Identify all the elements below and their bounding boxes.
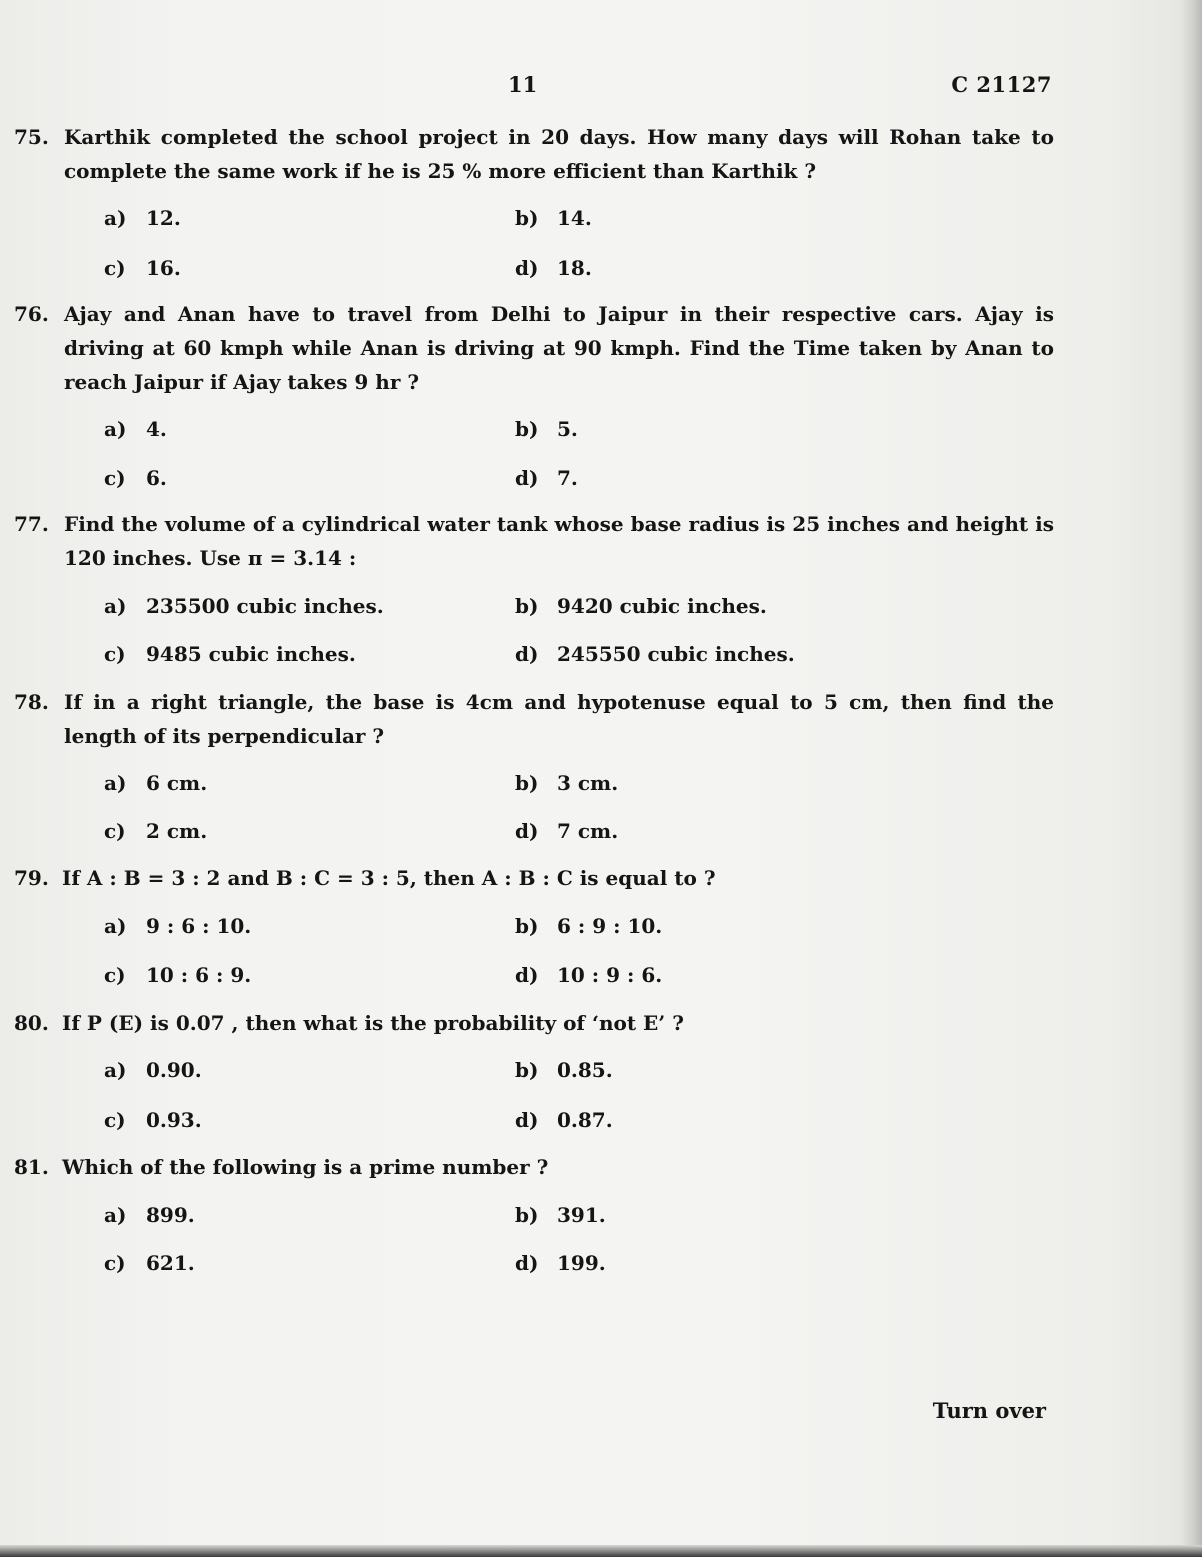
question-number: 81. <box>14 1155 49 1179</box>
option-d: d) 7. <box>515 466 578 490</box>
option-c: c) 6. <box>104 466 167 490</box>
option-b: b) 3 cm. <box>515 771 619 795</box>
option-a: a) 12. <box>104 206 181 230</box>
option-c: c) 9485 cubic inches. <box>104 642 356 666</box>
question-text: Find the volume of a cylindrical water tank whose base radius is 25 inches and height is 120 inches. Use π = 3.14 : <box>64 512 1054 570</box>
option-b: b) 6 : 9 : 10. <box>515 914 663 938</box>
option-c: c) 10 : 6 : 9. <box>104 963 252 987</box>
option-b: b) 5. <box>515 417 578 441</box>
option-a: a) 6 cm. <box>104 771 208 795</box>
question-text: If A : B = 3 : 2 and B : C = 3 : 5, then A : B : C is equal to ? <box>62 866 716 890</box>
option-a: a) 899. <box>104 1203 195 1227</box>
option-b: b) 0.85. <box>515 1058 613 1082</box>
question-number: 80. <box>14 1011 49 1035</box>
page-bottom-edge <box>0 1545 1202 1557</box>
turn-over-label: Turn over <box>932 1398 1046 1423</box>
question-number: 79. <box>14 866 49 890</box>
option-b: b) 391. <box>515 1203 606 1227</box>
option-a: a) 9 : 6 : 10. <box>104 914 252 938</box>
option-c: c) 2 cm. <box>104 819 208 843</box>
question-number: 78. <box>14 690 49 714</box>
option-a: a) 4. <box>104 417 167 441</box>
question-text: Karthik completed the school project in 20 days. How many days will Rohan take to complete the same work if he is 25 % more efficient than Karthik ? <box>64 125 1054 183</box>
question-text: Ajay and Anan have to travel from Delhi to Jaipur in their respective cars. Ajay is driving at 60 kmph while Anan is driving at 90 kmph. Find the Time taken by Anan to reach Jaipur if Ajay takes 9 hr ? <box>64 302 1054 394</box>
question-number: 75. <box>14 125 49 149</box>
option-c: c) 621. <box>104 1251 195 1275</box>
option-c: c) 0.93. <box>104 1108 202 1132</box>
option-d: d) 18. <box>515 256 592 280</box>
option-d: d) 10 : 9 : 6. <box>515 963 663 987</box>
option-b: b) 14. <box>515 206 592 230</box>
option-b: b) 9420 cubic inches. <box>515 594 767 618</box>
option-d: d) 245550 cubic inches. <box>515 642 795 666</box>
option-d: d) 199. <box>515 1251 606 1275</box>
page-edge-shadow <box>1180 0 1202 1557</box>
paper-code: C 21127 <box>951 72 1052 97</box>
question-number: 77. <box>14 512 49 536</box>
question-text: Which of the following is a prime number ? <box>62 1155 549 1179</box>
option-a: a) 235500 cubic inches. <box>104 594 384 618</box>
question-text: If P (E) is 0.07 , then what is the probability of ‘not E’ ? <box>62 1011 684 1035</box>
option-d: d) 0.87. <box>515 1108 613 1132</box>
option-d: d) 7 cm. <box>515 819 619 843</box>
question-text: If in a right triangle, the base is 4cm and hypotenuse equal to 5 cm, then find the length of its perpendicular ? <box>64 690 1054 748</box>
question-number: 76. <box>14 302 49 326</box>
option-a: a) 0.90. <box>104 1058 202 1082</box>
page-number: 11 <box>508 72 538 97</box>
option-c: c) 16. <box>104 256 181 280</box>
